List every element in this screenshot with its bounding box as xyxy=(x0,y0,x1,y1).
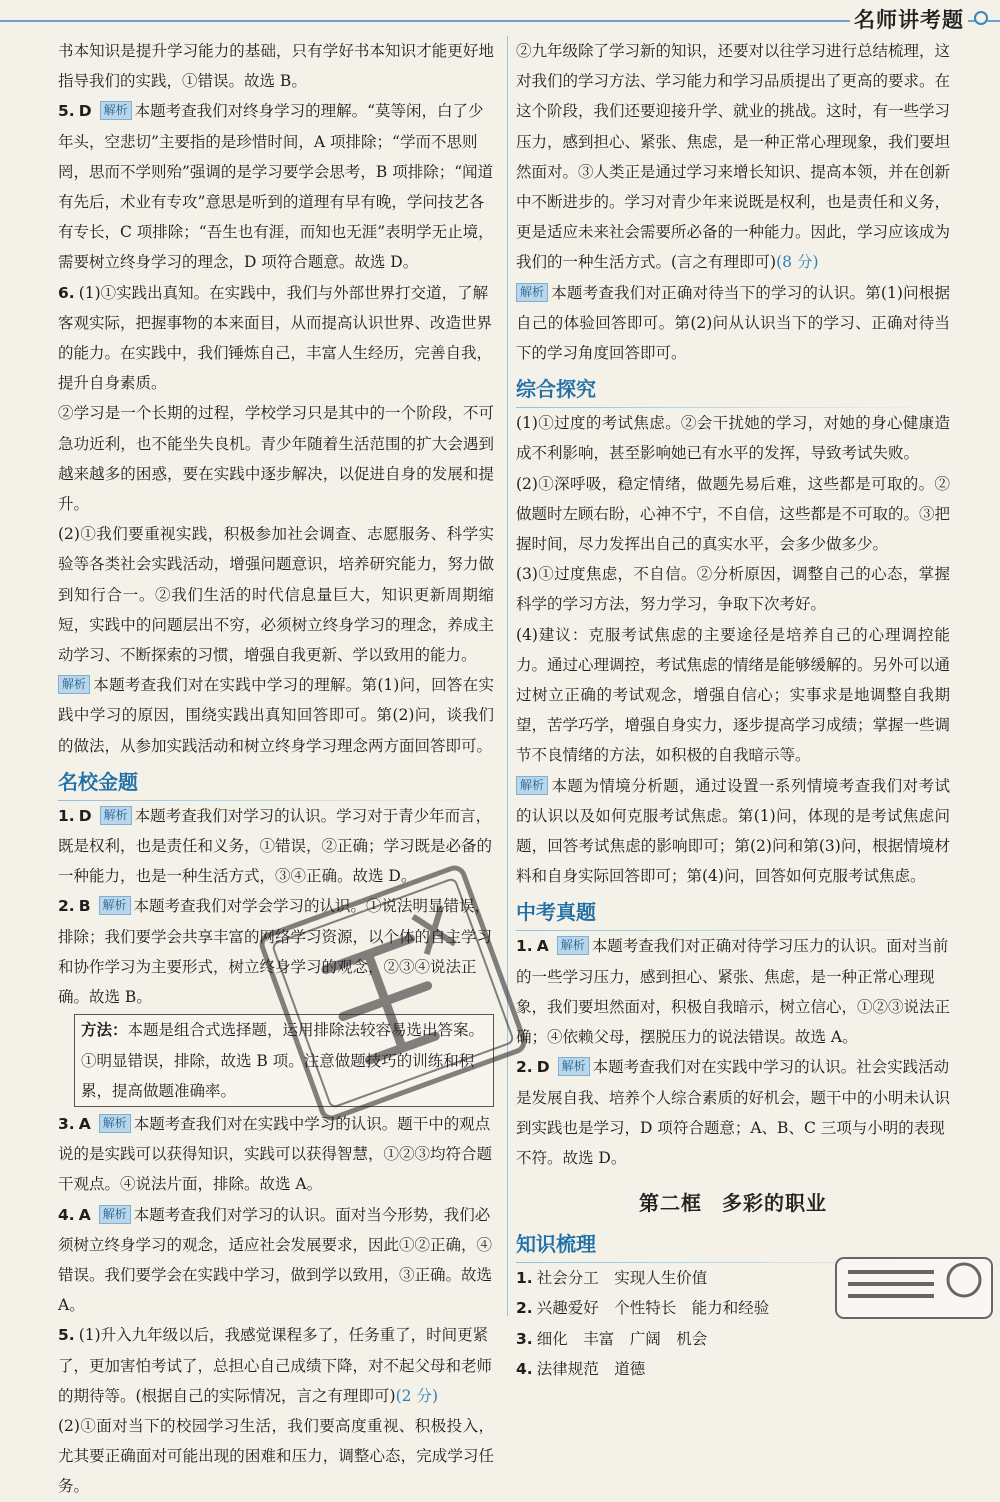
chapter-label: 第二框 xyxy=(639,1191,702,1216)
summary-text: 兴趣爱好 个性特长 能力和经验 xyxy=(536,1299,770,1318)
item-number: 2. xyxy=(516,1058,533,1077)
answer-text: ②九年级除了学习新的知识，还要对以往学习进行总结梳理，这对我们的学习方法、学习能力和学习品质提出了更高的要求。在这个阶段，我们还要迎接升学、就业的挑战。这时，有一些学习压力，感到担心、紧张、焦虑，是一种正常心理现象，我们要坦然面对。③人类正是通过学习来增长知识、提高本领，并在创新中不断进步的。学习对青少年来说既是权利，也是责任和义务，更是适应未来社会需要所必备的一种能力。因此，学习应该成为我们的一种生活方式。(言之有理即可) xyxy=(516,42,951,272)
answer-text: (4)建议：克服考试焦虑的主要途径是培养自己的心理调控能力。通过心理调控，考试焦虑的情绪是能够缓解的。另外可以通过树立正确的考试观念，增强自信心；实事求是地调整自我期望，苦学巧学，增强自身实力，逐步提高学习成绩；掌握一些调节不良情绪的方法，如积极的自我暗示等。 xyxy=(516,625,951,765)
analysis-tag: 解析 xyxy=(557,936,589,955)
analysis-tag: 解析 xyxy=(99,1205,131,1224)
analysis-text: 本题考查我们对学会学习的认识。①说法明显错误，排除；我们要学会共享丰富的网络学习资源，以个体的自主学习和协作学习为主要形式，树立终身学习的观念，②③④说法正确。故选 B。 xyxy=(58,897,493,1007)
header-title: 名师讲考题 xyxy=(850,4,968,34)
continued-answer xyxy=(516,36,950,278)
item-number: 4. xyxy=(58,1205,75,1224)
header-circle-icon xyxy=(974,11,988,25)
answer-text: (2)①面对当下的校园学习生活，我们要高度重视、积极投入，尤其要正确面对可能出现的困难和压力，调整心态，完成学习任务。 xyxy=(58,1416,494,1496)
score-label: (2 分) xyxy=(395,1386,438,1405)
analysis-text: 本题考查我们对在实践中学习的理解。第(1)问，回答在实践中学习的原因，围绕实践出真知回答即可。第(2)问，谈我们的做法，从参加实践活动和树立终身学习理念两方面回答即可。 xyxy=(58,676,494,755)
section-heading: 知识梳理 xyxy=(516,1227,950,1263)
chapter-name: 多彩的职业 xyxy=(722,1191,827,1216)
right-column xyxy=(516,36,950,1384)
answer-text: (3)①过度焦虑，不自信。②分析原因，调整自己的心态，掌握科学的学习方法，努力学习，争取下次考好。 xyxy=(516,565,950,614)
section-heading: 中考真题 xyxy=(516,895,950,931)
continued-answer: 书本知识是提升学习能力的基础，只有学好书本知识才能更好地指导我们的实践，①错误。故选 B。 xyxy=(58,42,494,91)
summary-item xyxy=(516,1354,950,1384)
method-box xyxy=(74,1014,494,1107)
analysis-tag: 解析 xyxy=(558,1057,590,1076)
answer-choice: D xyxy=(536,1058,550,1077)
answer-item xyxy=(58,801,494,892)
analysis-text: 本题考查我们对在实践中学习的认识。题干中的观点说的是实践可以获得知识，实践可以获得智慧，①②③均符合题干观点。④说法片面，排除。故选 A。 xyxy=(58,1114,493,1194)
answer-item xyxy=(516,931,950,1052)
analysis-text: 本题考查我们对终身学习的理解。“莫等闲，白了少年头，空悲切”主要指的是珍惜时间，A 项排除；“学而不思则罔，思而不学则殆”强调的是学习要学会思考，B 项排除；“闻道有先后，术业有专攻”意思是听到的道理有早有晚，学问技艺各有专长，C 项排除；“吾生也有涯，而知也无涯”表明学无止境，需要树立终身学习的理念，D 项符合题意。故选 D。 xyxy=(58,102,494,272)
item-number: 1. xyxy=(516,1269,533,1288)
analysis-text: 本题为情境分析题，通过设置一系列情境考查我们对考试的认识以及如何克服考试焦虑。第(1)问，体现的是考试焦虑问题，回答考试焦虑的影响即可；第(2)问和第(3)问，根据情境材料和自身实际回答即可；第(4)问，回答如何克服考试焦虑。 xyxy=(516,776,950,886)
item-number: 5. xyxy=(58,102,75,121)
item-number: 1. xyxy=(58,806,75,825)
analysis-tag: 解析 xyxy=(58,675,90,694)
analysis-text: 本题考查我们对学习的认识。面对当今形势，我们必须树立终身学习的观念，适应社会发展要求，因此①②正确，④错误。我们要学会在实践中学习，做到学以致用，③正确。故选 A。 xyxy=(58,1205,493,1315)
answer-item xyxy=(516,1052,950,1173)
answer-choice: B xyxy=(78,897,91,916)
summary-text: 细化 丰富 广阔 机会 xyxy=(536,1329,708,1348)
answer-text: (2)①我们要重视实践，积极参加社会调查、志愿服务、科学实验等各类社会实践活动，增强问题意识，培养研究能力，努力做到知行合一。②我们生活的时代信息量巨大，知识更新周期缩短，实践中的问题层出不穷，必须树立终身学习的理念，养成主动学习、不断探索的习惯，增强自我更新、学以致用的能力。 xyxy=(58,525,494,665)
analysis-tag: 解析 xyxy=(99,896,131,915)
analysis-block xyxy=(58,670,494,761)
item-number: 1. xyxy=(516,937,533,956)
item-number: 5. xyxy=(58,1326,75,1345)
page-header xyxy=(0,0,1000,36)
analysis-block xyxy=(516,278,950,369)
left-column xyxy=(58,36,494,1502)
column-divider xyxy=(507,36,508,1316)
item-number: 4. xyxy=(516,1359,533,1378)
answer-item xyxy=(58,1109,494,1200)
summary-item xyxy=(516,1324,950,1354)
answer-choice: D xyxy=(78,806,92,825)
answer-text: ②学习是一个长期的过程，学校学习只是其中的一个阶段，不可急功近利，也不能坐失良机。青少年随着生活范围的扩大会遇到越来越多的困惑，要在实践中逐步解决，以促进自身的发展和提升。 xyxy=(58,404,494,514)
answer-item xyxy=(58,96,494,277)
analysis-tag: 解析 xyxy=(100,101,132,120)
answer-choice: A xyxy=(78,1205,91,1224)
answer-text: (1)升入九年级以后，我感觉课程多了，任务重了，时间更紧了，更加害怕考试了，总担心自己成绩下降，对不起父母和老师的期待等。(根据自己的实际情况，言之有理即可) xyxy=(58,1326,493,1405)
section-heading: 名校金题 xyxy=(58,765,494,801)
analysis-tag: 解析 xyxy=(516,283,548,302)
summary-text: 法律规范 道德 xyxy=(536,1359,646,1378)
item-number: 6. xyxy=(58,283,75,302)
answer-text: (2)①深呼吸，稳定情绪，做题先易后难，这些都是可取的。②做题时左顾右盼，心神不宁，不自信，这些都是不可取的。③把握时间，尽力发挥出自己的真实水平，会多少做多少。 xyxy=(516,474,951,554)
answer-choice: A xyxy=(78,1114,91,1133)
analysis-text: 本题考查我们对正确对待当下的学习的认识。第(1)问根据自己的体验回答即可。第(2)问从认识当下的学习、正确对待当下的学习角度回答即可。 xyxy=(516,283,950,363)
item-number: 3. xyxy=(58,1114,75,1133)
section-heading: 综合探究 xyxy=(516,372,950,408)
analysis-block xyxy=(516,771,950,892)
analysis-text: 本题考查我们对在实践中学习的认识。社会实践活动是发展自我、培养个人综合素质的好机会，题干中的小明未认识到实践也是学习，D 项符合题意；A、B、C 三项与小明的表现不符。故选 D。 xyxy=(516,1058,951,1167)
answer-choice: D xyxy=(78,102,92,121)
corner-logo-icon xyxy=(834,1254,994,1322)
analysis-tag: 解析 xyxy=(100,806,132,825)
answer-text: (1)①过度的考试焦虑。②会干扰她的学习，对她的身心健康造成不利影响，甚至影响她已有水平的发挥，导致考试失败。 xyxy=(516,414,950,463)
answer-item xyxy=(58,278,494,399)
item-number: 2. xyxy=(516,1299,533,1318)
answer-text: (1)①实践出真知。在实践中，我们与外部世界打交道，了解客观实际，把握事物的本来面目，从而提高认识世界、改造世界的能力。在实践中，我们锤炼自己，丰富人生经历，完善自我，提升自身素质。 xyxy=(58,283,493,393)
analysis-text: 本题考查我们对学习的认识。学习对于青少年而言，既是权利，也是责任和义务，①错误，②正确；学习既是必备的一种能力，也是一种生活方式，③④正确。故选 D。 xyxy=(58,806,493,886)
analysis-tag: 解析 xyxy=(516,776,548,795)
summary-text: 社会分工 实现人生价值 xyxy=(536,1269,708,1288)
item-number: 2. xyxy=(58,897,75,916)
answer-item xyxy=(58,891,494,1012)
analysis-tag: 解析 xyxy=(99,1114,131,1133)
score-label: (8 分) xyxy=(776,253,819,272)
method-label: 方法： xyxy=(81,1021,128,1040)
answer-choice: A xyxy=(536,937,549,956)
method-text: 本题是组合式选择题，运用排除法较容易选出答案。①明显错误，排除，故选 B 项。注意做题技巧的训练和积累，提高做题准确率。 xyxy=(81,1021,485,1100)
answer-item xyxy=(58,1200,494,1321)
chapter-title xyxy=(516,1183,950,1223)
item-number: 3. xyxy=(516,1329,533,1348)
analysis-text: 本题考查我们对正确对待学习压力的认识。面对当前的一些学习压力，感到担心、紧张、焦虑，是一种正常心理现象，我们要坦然面对，积极自我暗示，树立信心，①②③说法正确；④依赖父母，摆脱压力的说法错误。故选 A。 xyxy=(516,937,951,1047)
answer-item xyxy=(58,1320,494,1411)
